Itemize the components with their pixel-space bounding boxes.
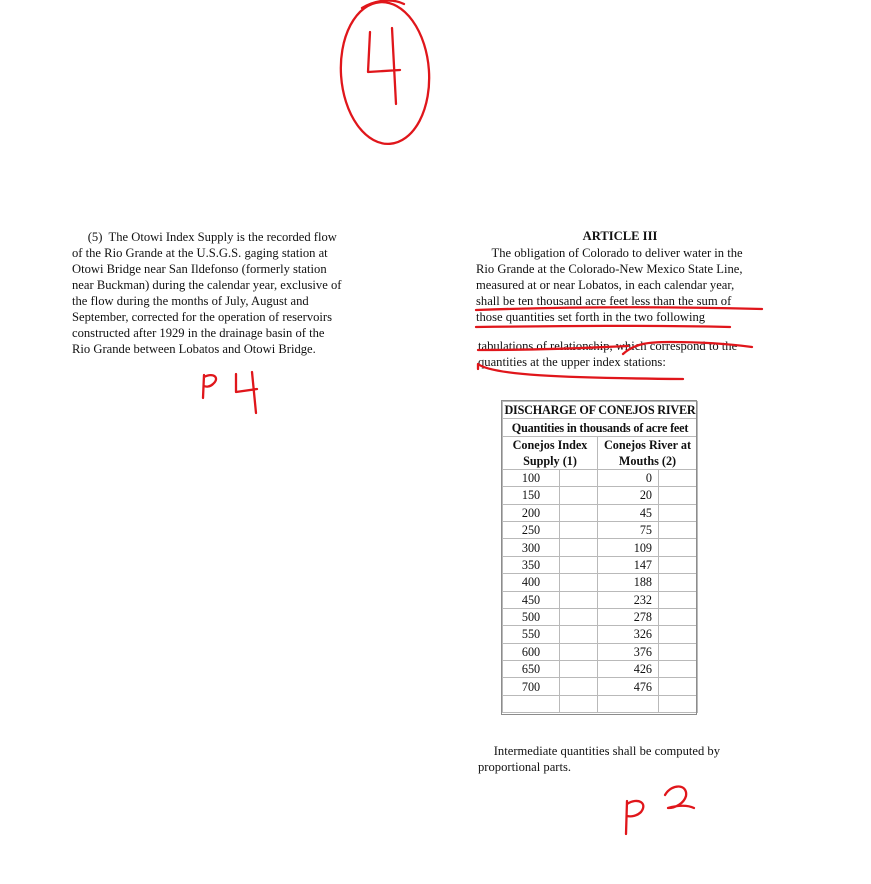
table-row	[503, 626, 698, 643]
empty-cell	[560, 574, 598, 591]
column-header-supply	[503, 436, 598, 469]
empty-cell	[659, 556, 698, 573]
mouths-cell: 476	[598, 678, 659, 695]
table-row	[503, 661, 698, 678]
handwritten-p2	[626, 801, 643, 834]
table-title: DISCHARGE OF CONEJOS RIVER	[504, 403, 696, 418]
article-line: those quantities set forth in the two following	[476, 310, 706, 324]
article-paragraph-continued	[478, 338, 737, 370]
article-line: measured at or near Lobatos, in each calendar year,	[476, 278, 735, 292]
empty-cell	[560, 626, 598, 643]
left-paragraph-line: Rio Grande between Lobatos and Otowi Bridge.	[72, 342, 316, 356]
left-paragraph-line: near Buckman) during the calendar year, exclusive of	[72, 278, 342, 292]
empty-cell	[659, 574, 698, 591]
table-row	[503, 556, 698, 573]
supply-cell: 700	[503, 678, 560, 695]
empty-cell	[659, 487, 698, 504]
empty-cell	[560, 539, 598, 556]
discharge-table	[502, 401, 698, 713]
empty-cell	[659, 661, 698, 678]
empty-cell	[560, 678, 598, 695]
table-row	[503, 504, 698, 521]
left-paragraph-line: September, corrected for the operation of reservoirs	[72, 310, 333, 324]
empty-cell	[560, 487, 598, 504]
table-row	[503, 574, 698, 591]
supply-cell: 150	[503, 487, 560, 504]
empty-cell	[560, 469, 598, 486]
underline-2	[476, 326, 730, 327]
supply-cell: 250	[503, 521, 560, 538]
table-subtitle: Quantities in thousands of acre feet	[503, 419, 698, 436]
column-header-line: Conejos River at	[603, 437, 692, 452]
left-paragraph-line: the flow during the months of July, August and	[72, 294, 309, 308]
empty-cell	[659, 469, 698, 486]
supply-cell: 550	[503, 626, 560, 643]
table-row	[503, 643, 698, 660]
handwritten-p4	[203, 375, 216, 398]
left-paragraph-line: constructed after 1929 in the drainage basin of the	[72, 326, 325, 340]
supply-cell: 350	[503, 556, 560, 573]
column-header-mouths	[598, 436, 698, 469]
mouths-cell: 426	[598, 661, 659, 678]
table-row	[503, 521, 698, 538]
empty-cell	[659, 695, 698, 712]
circle-tail	[362, 1, 404, 8]
mouths-cell: 232	[598, 591, 659, 608]
empty-cell	[560, 695, 598, 712]
column-header-line: Mouths (2)	[618, 453, 677, 468]
footer-paragraph	[478, 743, 720, 775]
table-row	[503, 678, 698, 695]
handwritten-4	[368, 28, 400, 104]
column-header-line: Conejos Index	[512, 437, 588, 452]
supply-cell: 450	[503, 591, 560, 608]
article-line: shall be ten thousand acre feet less than the sum of	[476, 294, 732, 308]
mouths-cell: 45	[598, 504, 659, 521]
table-row	[503, 539, 698, 556]
supply-cell: 200	[503, 504, 560, 521]
mouths-cell: 147	[598, 556, 659, 573]
empty-cell	[560, 608, 598, 625]
handwritten-p2-two	[665, 786, 694, 808]
empty-cell	[659, 539, 698, 556]
table-row	[503, 487, 698, 504]
empty-cell	[659, 608, 698, 625]
supply-cell: 300	[503, 539, 560, 556]
mouths-cell: 188	[598, 574, 659, 591]
table-row	[503, 469, 698, 486]
empty-cell	[659, 626, 698, 643]
mouths-cell: 109	[598, 539, 659, 556]
left-paragraph	[72, 229, 341, 357]
article-line: tabulations of relationship, which correspond to the	[478, 339, 738, 353]
table-row	[503, 591, 698, 608]
supply-cell: 500	[503, 608, 560, 625]
empty-cell	[560, 643, 598, 660]
mouths-cell	[598, 695, 659, 712]
empty-cell	[659, 591, 698, 608]
supply-cell: 100	[503, 469, 560, 486]
mouths-cell: 326	[598, 626, 659, 643]
mouths-cell: 75	[598, 521, 659, 538]
column-header-line: Supply (1)	[523, 453, 577, 468]
mouths-cell: 0	[598, 469, 659, 486]
article-paragraph	[476, 245, 743, 325]
handwritten-p4-four	[236, 372, 257, 413]
supply-cell	[503, 695, 560, 712]
article-line: The obligation of Colorado to deliver water in the	[476, 246, 743, 260]
footer-line: proportional parts.	[478, 760, 572, 774]
footer-line: Intermediate quantities shall be computed by	[478, 744, 721, 758]
supply-cell: 600	[503, 643, 560, 660]
empty-cell	[659, 521, 698, 538]
supply-cell: 400	[503, 574, 560, 591]
supply-cell: 650	[503, 661, 560, 678]
empty-cell	[659, 643, 698, 660]
mouths-cell: 278	[598, 608, 659, 625]
mouths-cell: 376	[598, 643, 659, 660]
left-paragraph-line: of the Rio Grande at the U.S.G.S. gaging station at	[72, 246, 328, 260]
empty-cell	[560, 661, 598, 678]
empty-cell	[659, 678, 698, 695]
article-line: quantities at the upper index stations:	[478, 355, 666, 369]
empty-cell	[659, 504, 698, 521]
empty-cell	[560, 556, 598, 573]
circle-annotation	[336, 0, 434, 147]
mouths-cell: 20	[598, 487, 659, 504]
article-heading: ARTICLE III	[582, 229, 658, 243]
empty-cell	[560, 591, 598, 608]
empty-cell	[560, 504, 598, 521]
table-row	[503, 608, 698, 625]
left-paragraph-line: (5) The Otowi Index Supply is the recorded flow	[72, 230, 337, 244]
empty-cell	[560, 521, 598, 538]
table-row	[503, 695, 698, 712]
article-line: Rio Grande at the Colorado-New Mexico State Line,	[476, 262, 743, 276]
left-paragraph-line: Otowi Bridge near San Ildefonso (formerly station	[72, 262, 327, 276]
